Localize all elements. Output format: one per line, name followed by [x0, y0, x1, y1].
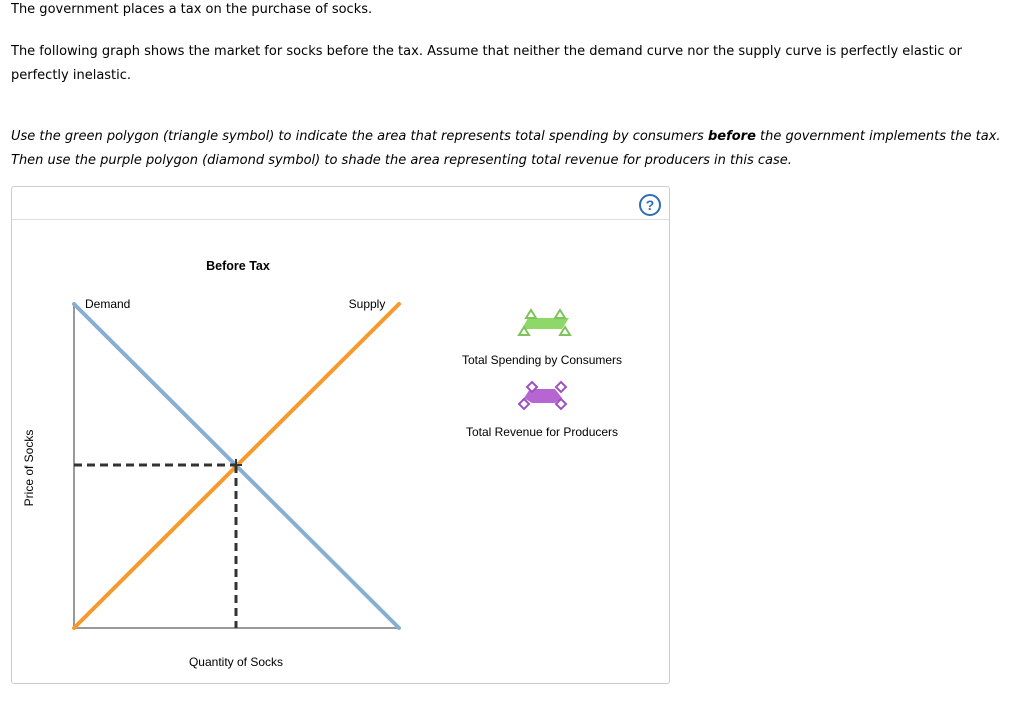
question-line-2a: The following graph shows the market for socks before the tax. Assume that neither the demand curve nor the supply curve is perfectly elastic or — [11, 44, 962, 59]
green-polygon-tool[interactable] — [519, 310, 570, 335]
purple-polygon-tool[interactable] — [519, 382, 566, 409]
graph-panel — [11, 186, 670, 684]
graph-canvas[interactable] — [12, 187, 669, 683]
graph-title: Before Tax — [206, 259, 270, 273]
x-axis-label: Quantity of Socks — [188, 655, 284, 669]
help-icon[interactable]: ? — [639, 194, 661, 216]
question-line-2b: perfectly inelastic. — [11, 68, 132, 83]
instruction-emphasis: before — [707, 129, 756, 144]
supply-label: Supply — [348, 297, 386, 311]
instruction-line-1 — [11, 128, 1001, 146]
y-axis-label: Price of Socks — [22, 429, 36, 507]
instruction-line-2: Then use the purple polygon (diamond symbol) to shade the area representing total revenue for producers in this case. — [11, 153, 792, 168]
question-line-1: The government places a tax on the purchase of socks. — [11, 2, 373, 17]
green-tool-label: Total Spending by Consumers — [461, 353, 623, 367]
demand-label: Demand — [85, 297, 131, 311]
instruction-text-start: Use the green polygon (triangle symbol) to indicate the area that represents total spending by consumers — [11, 129, 708, 144]
instruction-text-end: the government implements the tax. — [755, 129, 1001, 144]
purple-tool-label: Total Revenue for Producers — [465, 425, 619, 439]
